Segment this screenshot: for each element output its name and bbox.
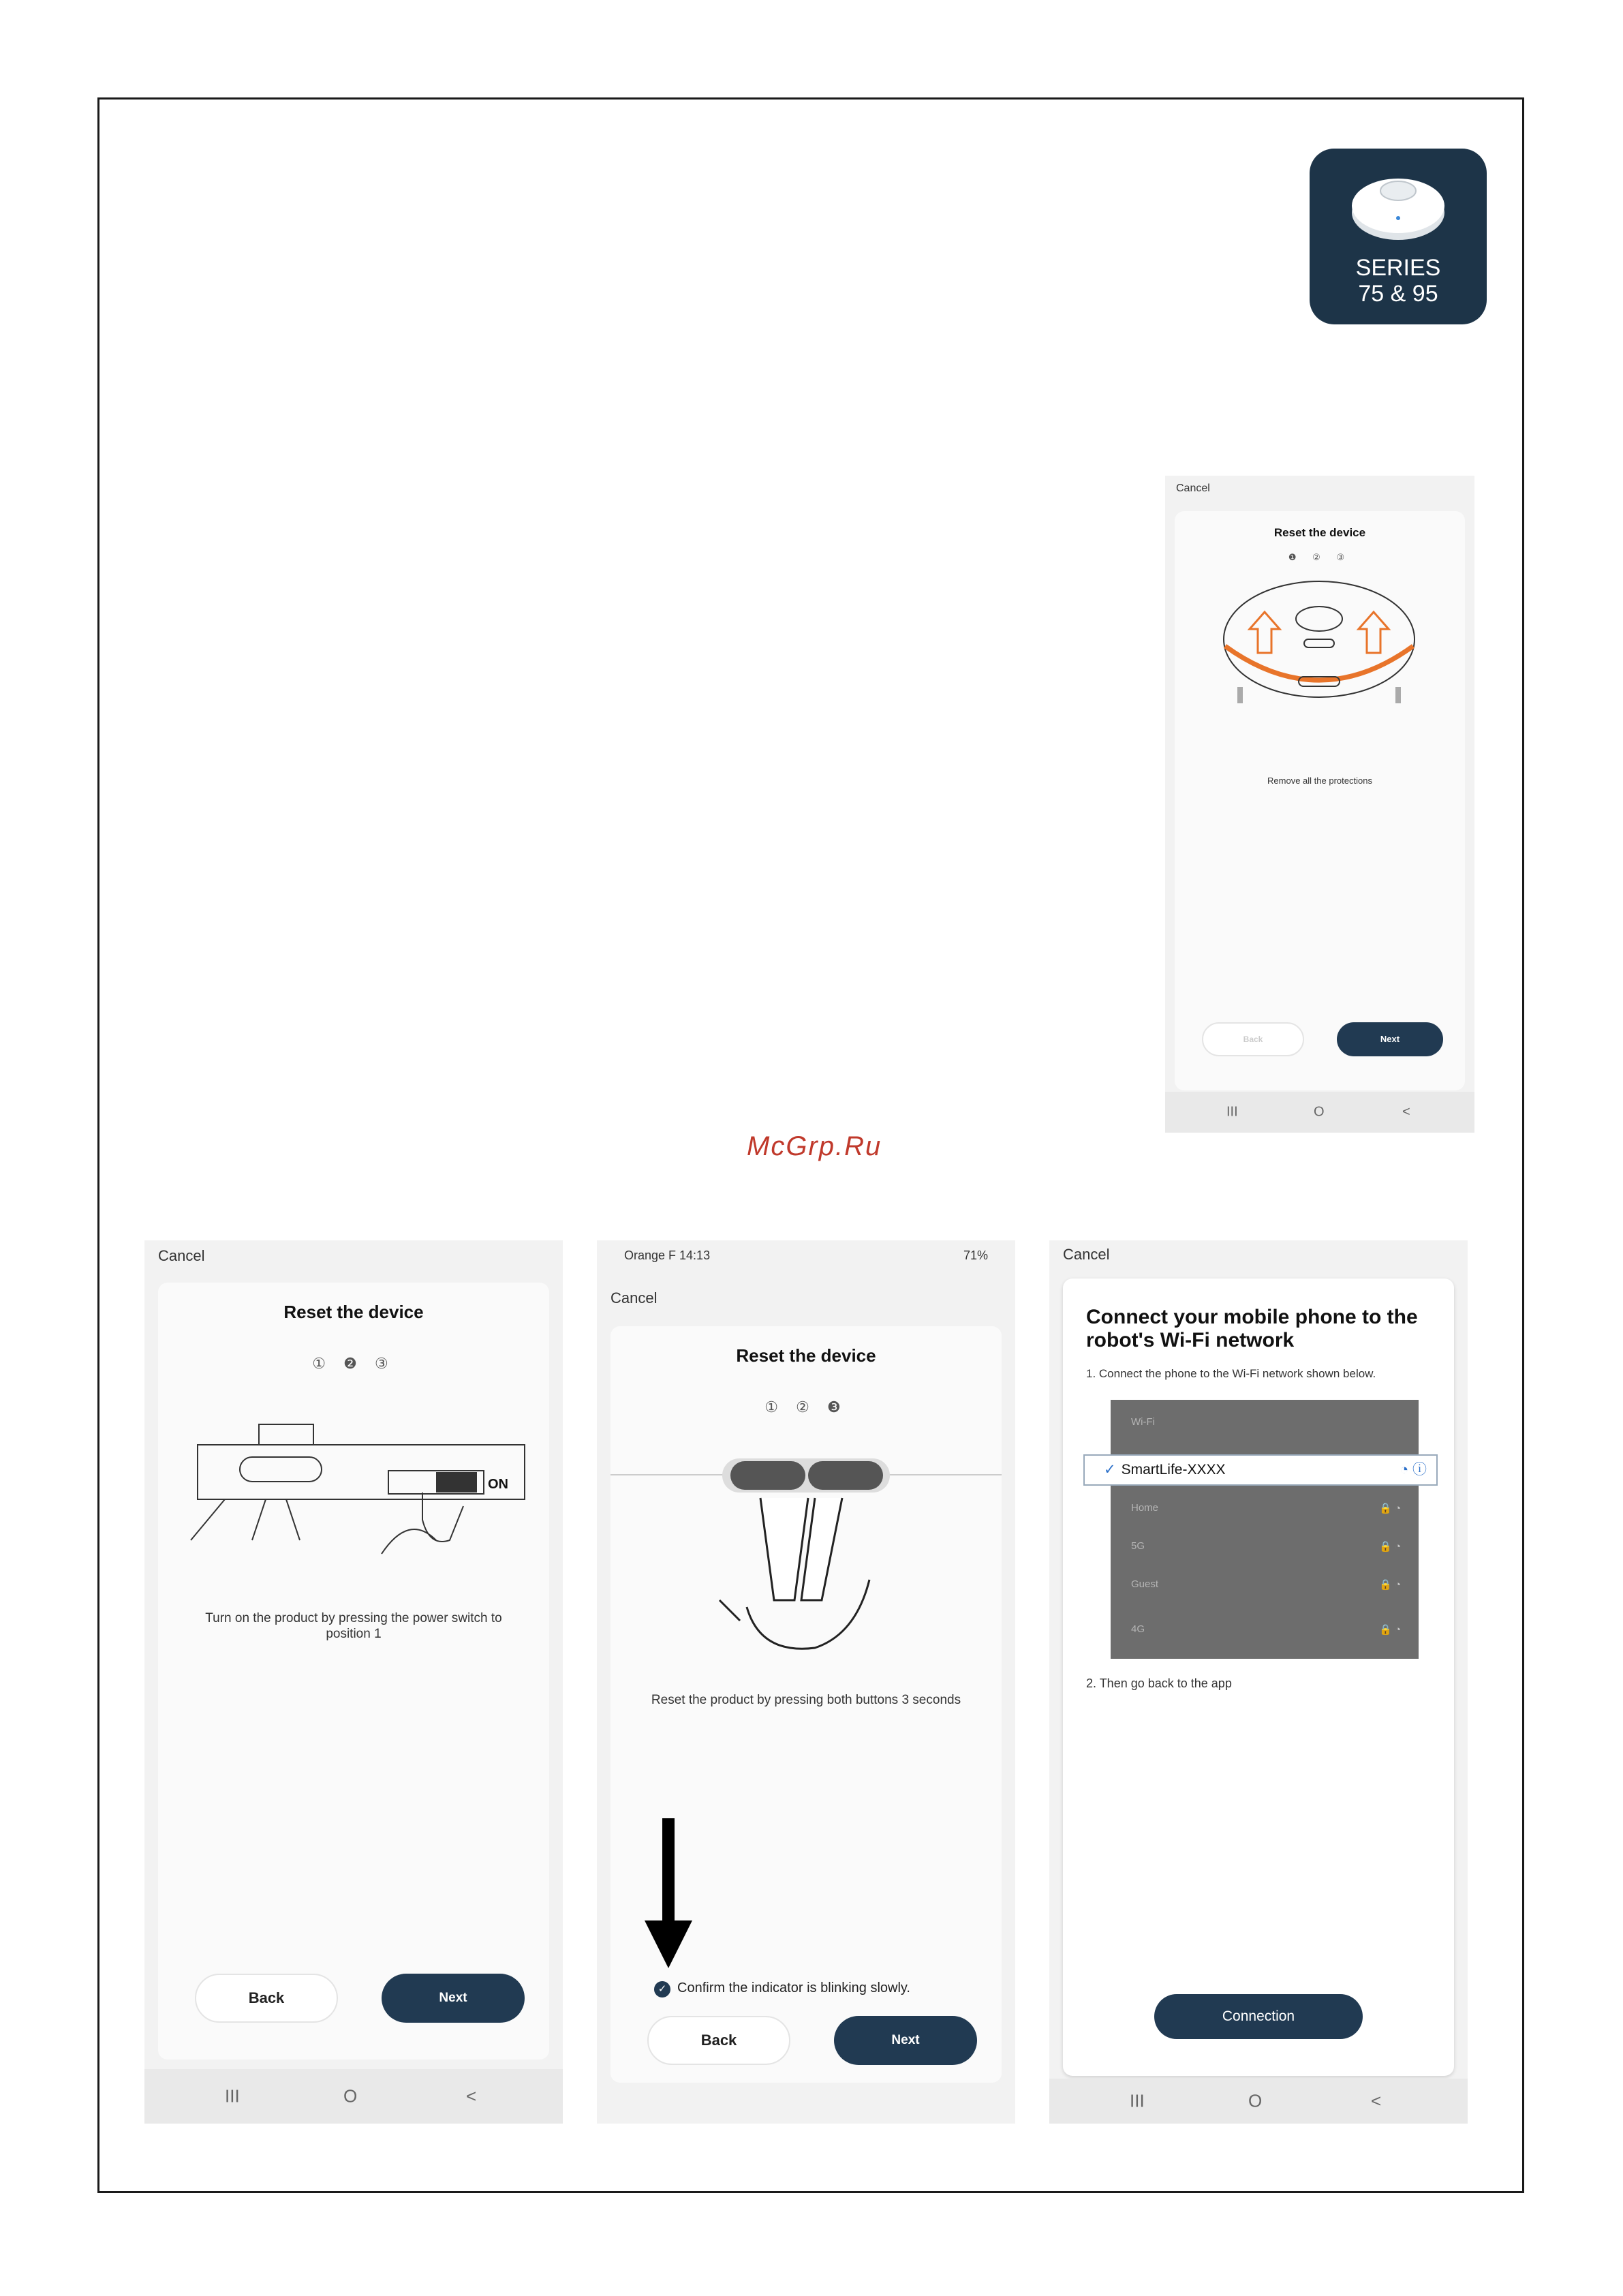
wifi-header: Wi-Fi [1131, 1416, 1155, 1428]
wifi-icon: 🔒 ◔ [1379, 1624, 1401, 1636]
screen-title: Reset the device [736, 1345, 876, 1366]
screen-description: Reset the product by pressing both buttons 3 seconds [651, 1693, 961, 1707]
nav-back-button[interactable]: < [1371, 2090, 1382, 2111]
cancel-link[interactable]: Cancel [158, 1247, 205, 1264]
confirm-row[interactable] [654, 1980, 910, 1997]
series-line1: SERIES [1355, 255, 1441, 281]
nav-back-button[interactable]: < [466, 2085, 477, 2107]
content-card [158, 1283, 549, 2060]
robot-vacuum-icon [1344, 158, 1453, 247]
step-indicator: ① ② ❸ [764, 1398, 848, 1415]
step-indicator: ① ❷ ③ [312, 1355, 395, 1372]
screen-title: Reset the device [283, 1302, 424, 1322]
next-button[interactable]: Next [834, 2016, 977, 2065]
series-badge [1310, 149, 1487, 324]
wifi-network-4g[interactable]: 4G [1131, 1623, 1145, 1635]
watermark: McGrp.Ru [747, 1131, 882, 1161]
home-button[interactable]: O [1314, 1104, 1325, 1120]
cancel-link[interactable]: Cancel [1063, 1246, 1110, 1263]
wifi-list-panel [1111, 1400, 1419, 1659]
content-card [1175, 511, 1465, 1090]
screen-description: Remove all the protections [1267, 776, 1372, 786]
selected-network-name: SmartLife-XXXX [1121, 1462, 1226, 1478]
switch-on-label: ON [488, 1477, 508, 1492]
wifi-network-guest[interactable]: Guest [1131, 1578, 1159, 1590]
cancel-link[interactable]: Cancel [1176, 483, 1210, 494]
wifi-network-home[interactable]: Home [1131, 1502, 1159, 1514]
wifi-icon: 🔒 ◔ [1379, 1503, 1401, 1514]
nav-back-button[interactable]: < [1402, 1104, 1410, 1120]
android-navbar [144, 2069, 563, 2124]
screen-remove-protections [1165, 476, 1474, 1133]
screen-title: Reset the device [1273, 526, 1366, 539]
back-button[interactable]: Back [1202, 1022, 1304, 1056]
series-line2: 75 & 95 [1358, 281, 1438, 307]
screen-description: Turn on the product by pressing the power switch to position 1 [205, 1611, 502, 1641]
content-card [610, 1326, 1002, 2083]
recent-apps-button[interactable]: III [1130, 2090, 1145, 2111]
down-arrow-icon [645, 1818, 692, 1968]
home-button[interactable]: O [343, 2085, 358, 2107]
check-circle-icon: ✓ [654, 1981, 670, 1997]
wifi-icon: 🔒 ◔ [1379, 1541, 1401, 1552]
confirm-text: Confirm the indicator is blinking slowly. [677, 1980, 910, 1995]
android-navbar [1049, 2079, 1468, 2124]
step-indicator: ❶ ② ③ [1288, 552, 1352, 562]
screen-power-switch [144, 1240, 563, 2124]
next-button[interactable]: Next [382, 1974, 525, 2023]
selected-network-row[interactable] [1083, 1454, 1438, 1486]
recent-apps-button[interactable]: III [225, 2085, 240, 2107]
back-button[interactable]: Back [647, 2016, 790, 2065]
connection-button[interactable]: Connection [1154, 1994, 1363, 2039]
next-button[interactable]: Next [1337, 1022, 1443, 1056]
screen-reset-buttons [597, 1240, 1015, 2124]
screen-title: Connect your mobile phone to the robot's Wi-Fi network [1086, 1306, 1418, 1351]
check-icon: ✓ [1104, 1462, 1116, 1478]
android-navbar [1165, 1092, 1474, 1133]
step-2-text: 2. Then go back to the app [1086, 1677, 1232, 1690]
buttons-illustration [610, 1443, 1002, 1668]
robot-illustration [1210, 571, 1428, 714]
back-button[interactable]: Back [195, 1974, 338, 2023]
wifi-network-5g[interactable]: 5G [1131, 1540, 1145, 1552]
cancel-link[interactable]: Cancel [610, 1289, 658, 1306]
status-bar-right: 71% [963, 1249, 988, 1262]
home-button[interactable]: O [1248, 2090, 1263, 2111]
status-bar-left: Orange F 14:13 [624, 1249, 711, 1262]
info-icon[interactable]: ◔ ⓘ [1400, 1462, 1427, 1478]
wifi-icon: 🔒 ◔ [1379, 1579, 1401, 1591]
screen-connect-wifi [1049, 1240, 1468, 2124]
step-1-text: 1. Connect the phone to the Wi-Fi network shown below. [1086, 1367, 1376, 1380]
content-card [1063, 1279, 1454, 2076]
power-switch-illustration [164, 1404, 545, 1561]
recent-apps-button[interactable]: III [1226, 1104, 1238, 1120]
